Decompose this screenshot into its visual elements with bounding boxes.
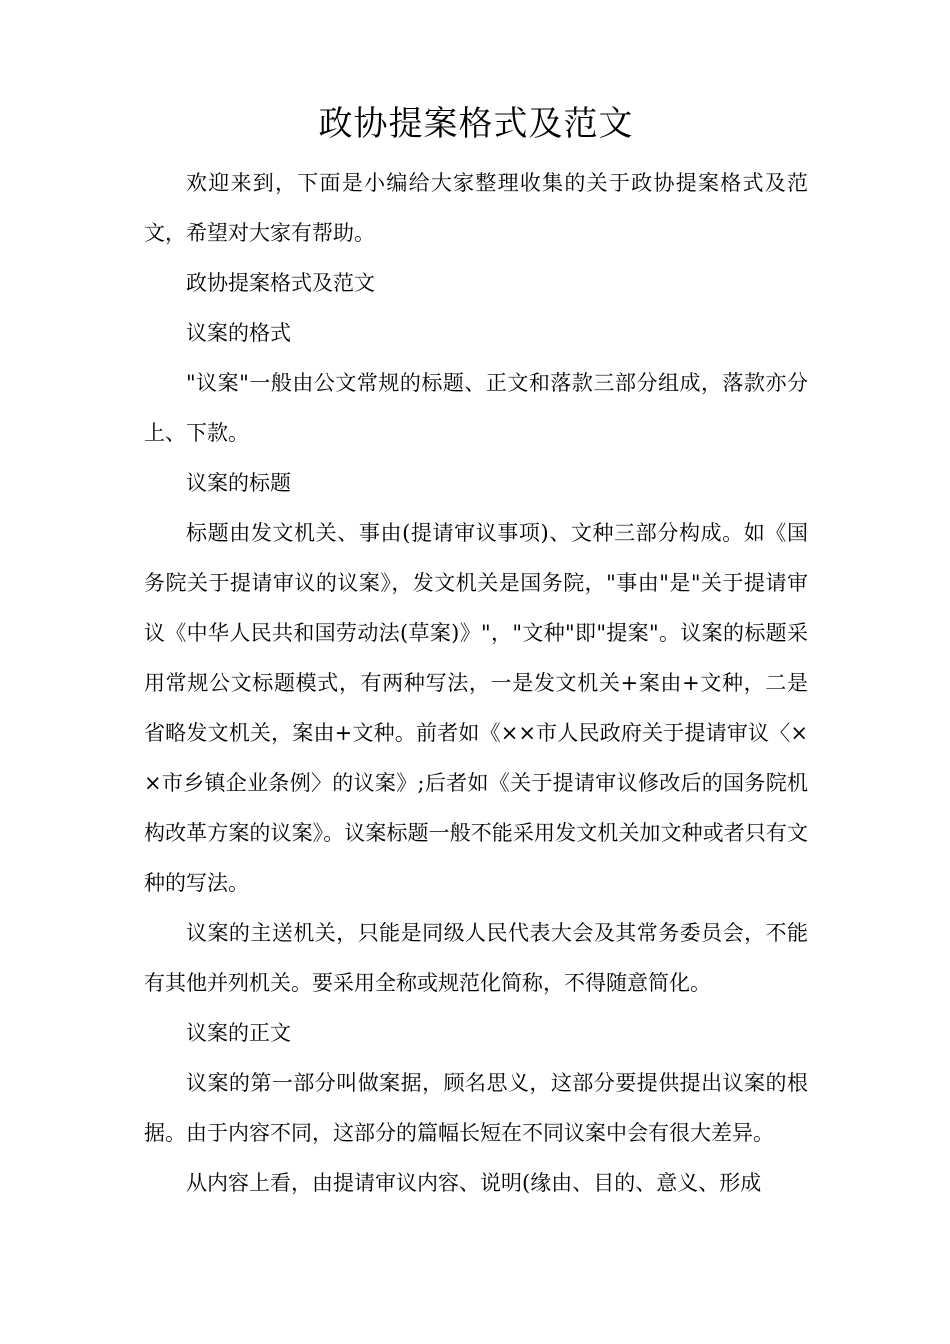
body-paragraph: "议案"一般由公文常规的标题、正文和落款三部分组成，落款亦分上、下款。 (144, 371, 808, 445)
body-paragraph: 标题由发文机关、事由(提请审议事项)、文种三部分构成。如《国务院关于提请审议的议案》，发文机关是国务院，"事由"是"关于提请审议《中华人民共和国劳动法(草案)》"，"文种"即"提案"。议案的标题采用常规公文标题模式，有两种写法，一是发文机关+案由+文种，二是省略发文机关，案由+文种。前者如《××市人民政府关于提请审议〈××市乡镇企业条例〉的议案》;后者如《关于提请审议修改后的国务院机构改革方案的议案》。议案标题一般不能采用发文机关加文种或者只有文种的写法。 (144, 521, 808, 895)
section-heading: 政协提案格式及范文 (186, 271, 375, 295)
body-paragraph: 议案的第一部分叫做案据，顾名思义，这部分要提供提出议案的根据。由于内容不同，这部分的篇幅长短在不同议案中会有很大差异。 (144, 1071, 808, 1145)
section-heading: 议案的格式 (186, 321, 291, 345)
section-heading: 议案的标题 (186, 471, 291, 495)
document-page (144, 96, 808, 1208)
body-paragraph: 从内容上看，由提请审议内容、说明(缘由、目的、意义、形成 (186, 1171, 762, 1195)
document-title: 政协提案格式及范文 (318, 104, 634, 144)
intro-paragraph: 欢迎来到，下面是小编给大家整理收集的关于政协提案格式及范文，希望对大家有帮助。 (144, 171, 808, 245)
body-paragraph: 议案的主送机关，只能是同级人民代表大会及其常务委员会，不能有其他并列机关。要采用全称或规范化简称，不得随意简化。 (144, 921, 808, 995)
section-heading: 议案的正文 (186, 1021, 291, 1045)
